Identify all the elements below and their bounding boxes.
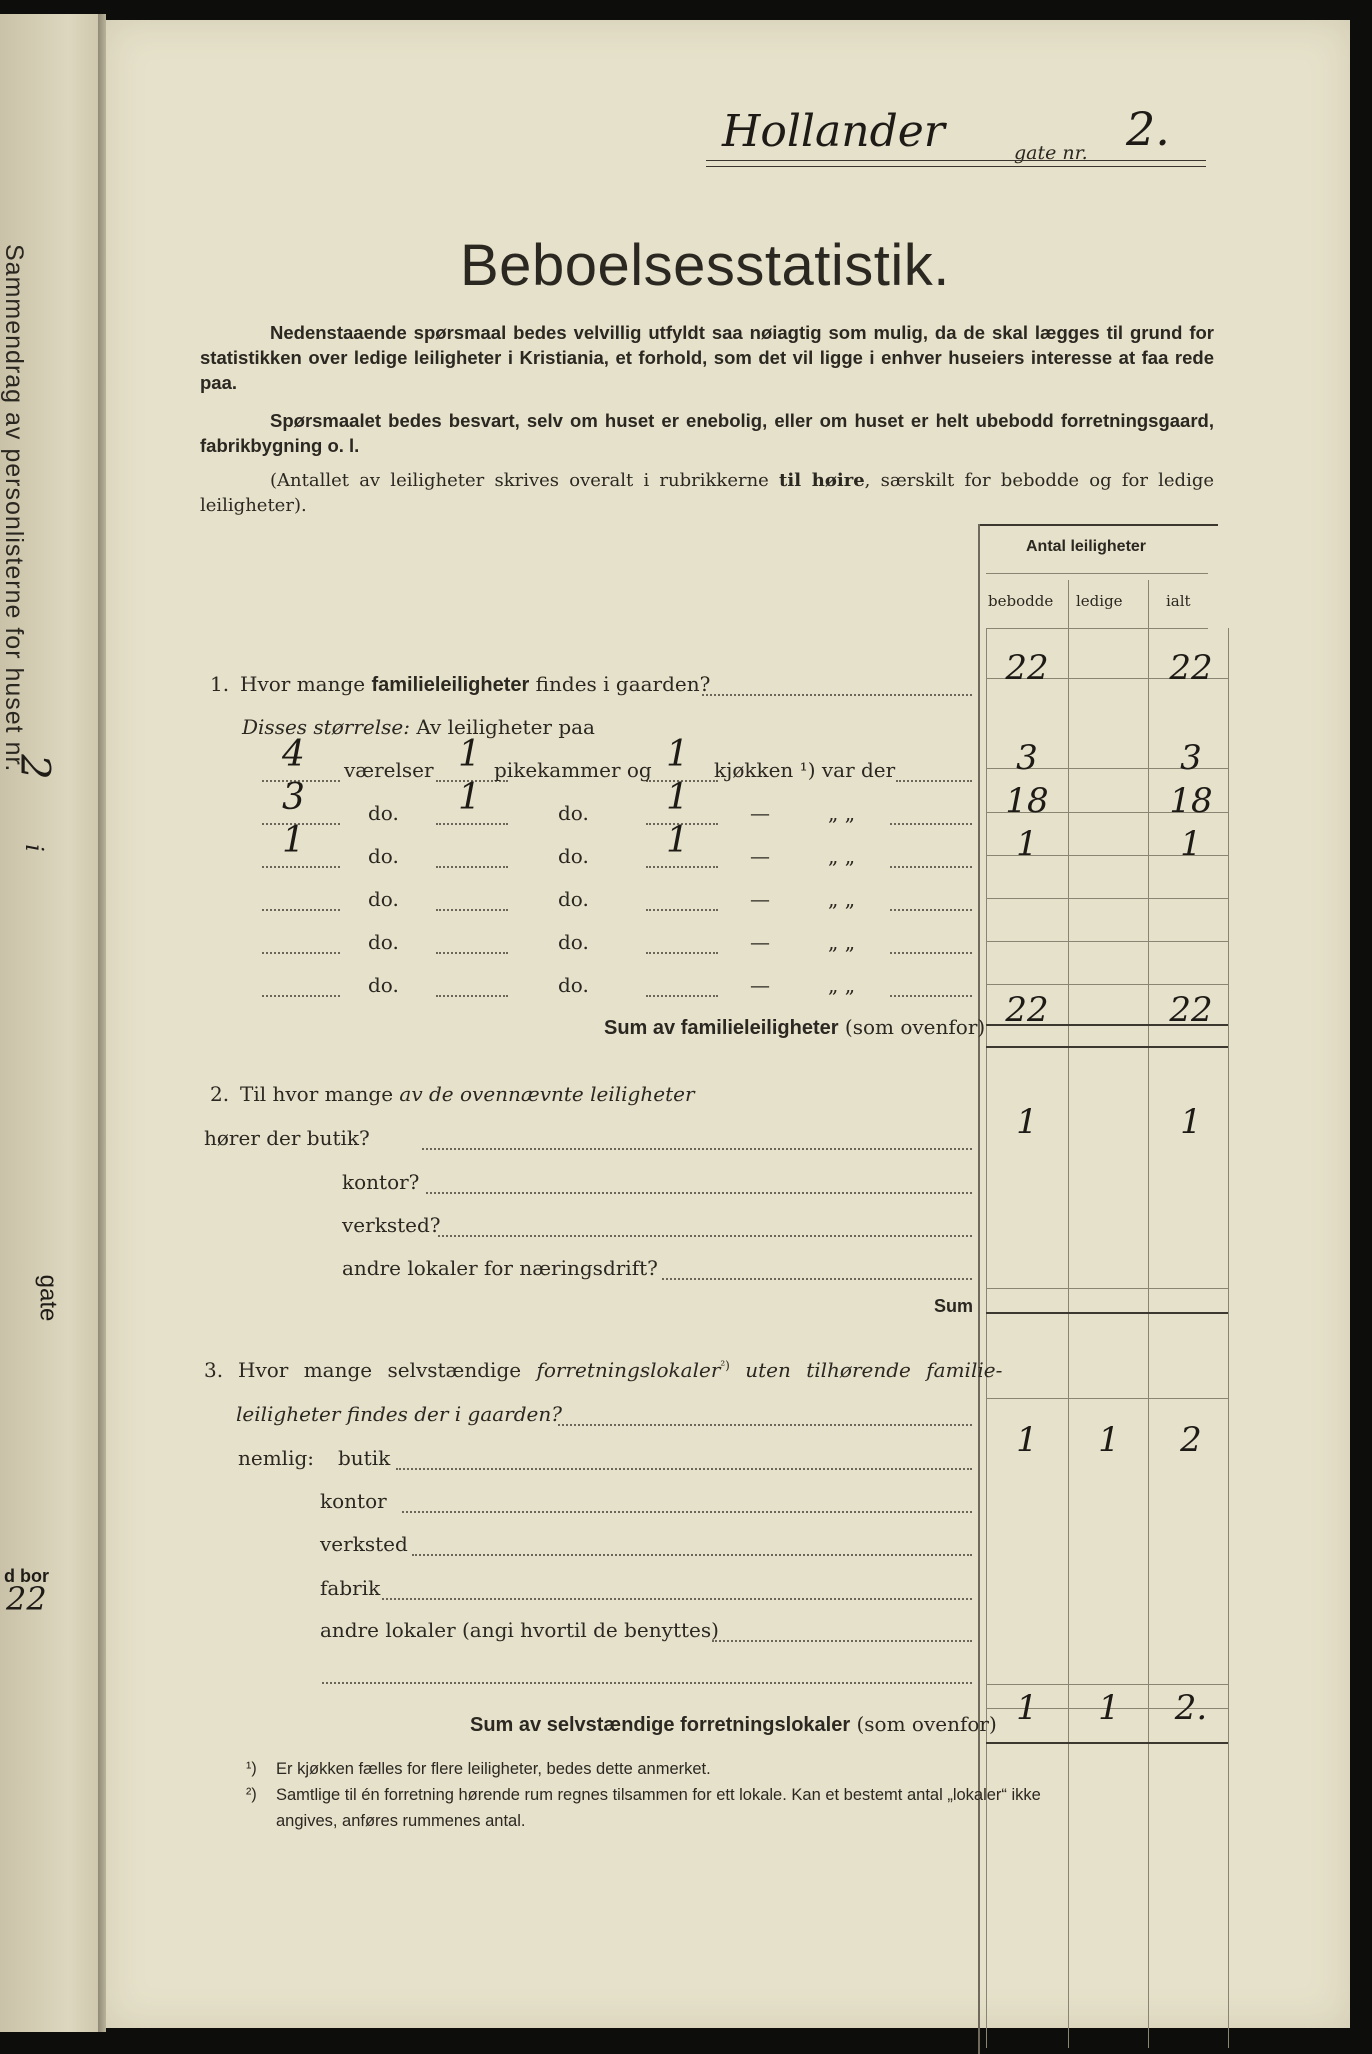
- left-total-label: d bor: [4, 1566, 49, 1586]
- q1-row-kitchen: 1: [666, 777, 689, 818]
- q1-row-dash: —: [750, 887, 770, 911]
- footnote-1-mark: ¹): [246, 1760, 257, 1777]
- q1-row-bebodde: 18: [1005, 781, 1049, 821]
- q1-row-ditto: „ „: [828, 887, 856, 911]
- q1-ialt-value: 22: [1169, 648, 1213, 688]
- q1-row-ialt: 1: [1180, 824, 1202, 864]
- intro-p3-text-b: , særskilt for bebodde og for ledige leiligheter).: [200, 470, 1215, 516]
- q2-sum-label: Sum: [934, 1296, 974, 1316]
- q1-text-b: findes i gaarden?: [529, 672, 711, 696]
- q3-andre-fill-line: [322, 1682, 972, 1684]
- leader-dots: [890, 866, 972, 868]
- gate-nr-label: gate nr.: [1014, 142, 1088, 164]
- q1-size-label-italic: Disses størrelse:: [242, 715, 410, 739]
- q2-andre-label: andre lokaler for næringsdrift?: [342, 1256, 658, 1280]
- left-page-vertical-text: [0, 244, 28, 772]
- q1-row-dash: —: [750, 801, 770, 825]
- leader-dots: [890, 952, 972, 954]
- table-header-bottom: [986, 628, 1208, 629]
- q3-sum-rest: (som ovenfor): [856, 1712, 997, 1736]
- row-line-sum1-bottom: [986, 1046, 1228, 1048]
- row-line: [986, 1684, 1228, 1685]
- q1-row-do-1: do.: [368, 801, 399, 825]
- q1-row-do-1: do.: [368, 887, 399, 911]
- q1-pike-label: pikekammer og: [494, 758, 652, 782]
- q3-nemlig-label: nemlig:: [238, 1446, 315, 1470]
- table-group-header: Antal leiligheter: [1026, 538, 1147, 555]
- pike-blank: [436, 866, 508, 868]
- pike-blank: [436, 909, 508, 911]
- leader-dots: [412, 1554, 972, 1556]
- q1-text-bold: familieleiligheter: [371, 674, 530, 696]
- q1-row-do-2: do.: [558, 973, 589, 997]
- col-header-ialt: ialt: [1166, 592, 1191, 610]
- table-top-rule: [978, 524, 1218, 526]
- q3-sum-bold: Sum av selvstændige forretningslokaler: [470, 1714, 851, 1736]
- q3-butik-ledige: 1: [1098, 1420, 1120, 1460]
- q2-butik-bebodde: 1: [1016, 1102, 1038, 1142]
- q3-sum-ialt: 2.: [1174, 1688, 1208, 1728]
- q2-text-a: Til hvor mange: [240, 1082, 400, 1106]
- q1-row-ditto: „ „: [828, 801, 856, 825]
- col-line-1: [986, 628, 987, 2048]
- q3-andre-label: andre lokaler (angi hvortil de benyttes): [320, 1618, 719, 1642]
- leader-dots: [896, 780, 972, 782]
- q2-verksted-label: verksted?: [342, 1213, 441, 1237]
- q1-row-ditto: „ „: [828, 844, 856, 868]
- intro-paragraph-1: Nedenstaaende spørsmaal bedes velvillig utfyldt saa nøiagtig som mulig, da de skal lægges til grund for statistikken over ledige leiligheter i Kristiania, et forhold, som det vil ligge i enhver huseiers interesse at faa rede paa.: [200, 322, 1214, 393]
- leader-dots: [438, 1235, 972, 1237]
- left-vertical-i: i: [19, 844, 48, 852]
- street-number-handwritten: 2.: [1126, 102, 1170, 156]
- q1-size-label-text: Av leiligheter paa: [416, 715, 595, 739]
- q2-kontor-label: kontor?: [342, 1170, 420, 1194]
- q1-row-bebodde: 1: [1016, 824, 1038, 864]
- q1-sum-bebodde: 22: [1005, 990, 1049, 1030]
- q3-line2: leiligheter findes der i gaarden?: [236, 1402, 562, 1426]
- q3-sum-ledige: 1: [1098, 1688, 1120, 1728]
- q1-row-dash: —: [750, 973, 770, 997]
- q1-row-ialt: 3: [1180, 738, 1202, 778]
- q1-bebodde-value: 22: [1005, 648, 1049, 688]
- q1-row-dash: —: [750, 930, 770, 954]
- rooms-blank: [262, 952, 340, 954]
- leader-dots: [702, 694, 972, 696]
- rooms-blank: [262, 866, 340, 868]
- leader-dots: [890, 823, 972, 825]
- form-page: [106, 20, 1350, 2028]
- q2-butik-ialt: 1: [1180, 1102, 1202, 1142]
- pike-blank: [436, 952, 508, 954]
- col-line-2: [1068, 580, 1069, 2048]
- leader-dots: [890, 995, 972, 997]
- q3-butik-ialt: 2: [1180, 1420, 1202, 1460]
- left-gate-label: gate: [34, 1274, 62, 1322]
- footnote-2-line2: angives, anføres rummenes antal.: [276, 1812, 526, 1830]
- q3-butik-bebodde: 1: [1016, 1420, 1038, 1460]
- q1-row-do-2: do.: [558, 930, 589, 954]
- q1-row-do-1: do.: [368, 930, 399, 954]
- leader-dots: [558, 1424, 972, 1426]
- q3-butik-label: butik: [338, 1446, 391, 1470]
- footnote-2-line1: Samtlige til én forretning hørende rum regnes tilsammen for ett lokale. Kan et bestemt antal „lokaler“ ikke: [276, 1786, 1041, 1804]
- row-line: [986, 1398, 1228, 1399]
- q3-text-italic-1: forretningslokaler: [536, 1358, 721, 1382]
- col-line-3: [1148, 580, 1149, 2048]
- q1-kitchen-label: kjøkken ¹) var der: [714, 758, 896, 782]
- row-line-sum3-bottom: [986, 1742, 1228, 1744]
- leader-dots: [712, 1640, 972, 1642]
- kitchen-blank: [646, 909, 718, 911]
- kitchen-blank: [646, 952, 718, 954]
- leader-dots: [396, 1468, 972, 1470]
- q1-row-pike: 1: [458, 734, 481, 775]
- q1-row-do-2: do.: [558, 844, 589, 868]
- left-total-value: 22: [6, 1580, 47, 1618]
- q1-sum-rest: (som ovenfor): [844, 1015, 986, 1039]
- q1-row-rooms: 3: [282, 777, 305, 818]
- left-hand-number: 2: [11, 754, 58, 780]
- left-vertical-label: Sammendrag av personlisterne for huset nr.: [0, 244, 28, 773]
- row-line-sum2: [986, 1312, 1228, 1314]
- col-line-4: [1228, 628, 1229, 2048]
- q1-number: 1.: [210, 672, 230, 696]
- q2-question: [240, 1082, 695, 1106]
- table-left-border: [978, 524, 980, 2054]
- q1-row-bebodde: 3: [1016, 738, 1038, 778]
- leader-dots: [382, 1598, 972, 1600]
- q1-row-rooms: 1: [282, 820, 305, 861]
- footnote-1-text: Er kjøkken fælles for flere leiligheter, bedes dette anmerket.: [276, 1760, 711, 1778]
- q2-butik-label: hører der butik?: [204, 1126, 370, 1150]
- q3-fabrik-label: fabrik: [320, 1576, 381, 1600]
- street-underline-2: [706, 166, 1206, 167]
- intro-paragraph-3: [200, 468, 1214, 518]
- q3-question: [238, 1358, 1002, 1382]
- q1-row-dash: —: [750, 844, 770, 868]
- footnote-2-mark: ²): [246, 1786, 257, 1803]
- kitchen-blank: [646, 866, 718, 868]
- intro-paragraph-2: Spørsmaalet bedes besvart, selv om huset er enebolig, eller om huset er helt ubebodd forretningsgaard, fabrikbygning o. l.: [200, 410, 1214, 456]
- col-header-ledige: ledige: [1076, 592, 1123, 610]
- row-line: [986, 941, 1228, 942]
- q1-row-kitchen: 1: [666, 734, 689, 775]
- left-page: [0, 14, 98, 2032]
- q1-row-pike: 1: [458, 777, 481, 818]
- q1-row-do-2: do.: [558, 801, 589, 825]
- q1-question: [240, 672, 710, 697]
- leader-dots: [402, 1511, 972, 1513]
- q1-row-do-1: do.: [368, 844, 399, 868]
- row-line: [986, 1288, 1228, 1289]
- q1-row-kitchen: 1: [666, 820, 689, 861]
- q1-text-a: Hvor mange: [240, 672, 372, 696]
- q1-sum-bold: Sum av familieleiligheter: [604, 1017, 839, 1039]
- q1-row-do-1: do.: [368, 973, 399, 997]
- q3-verksted-label: verksted: [320, 1532, 408, 1556]
- q3-sum-label: [470, 1712, 997, 1737]
- q3-sum-bebodde: 1: [1016, 1688, 1038, 1728]
- rooms-blank: [262, 995, 340, 997]
- col-header-bebodde: bebodde: [988, 592, 1054, 610]
- q1-row-do-2: do.: [558, 887, 589, 911]
- intro-p3-text-a: (Antallet av leiligheter skrives overalt i rubrikkerne: [270, 470, 780, 491]
- leader-dots: [662, 1278, 972, 1280]
- q1-row-ditto: „ „: [828, 973, 856, 997]
- q1-row-ditto: „ „: [828, 930, 856, 954]
- leader-dots: [422, 1148, 972, 1150]
- q1-row-rooms: 4: [282, 734, 305, 775]
- pike-blank: [436, 995, 508, 997]
- q1-row-ialt: 18: [1169, 781, 1213, 821]
- q3-kontor-label: kontor: [320, 1489, 387, 1513]
- q2-number: 2.: [210, 1082, 230, 1106]
- q1-sum-label: [604, 1015, 985, 1040]
- pike-blank: [436, 823, 508, 825]
- kitchen-blank: [646, 995, 718, 997]
- q3-number: 3.: [204, 1358, 224, 1382]
- street-underline: [706, 160, 1206, 161]
- leader-dots: [426, 1192, 972, 1194]
- street-name-handwritten: Hollander: [722, 106, 945, 157]
- q1-rooms-label: værelser: [344, 758, 434, 782]
- page-title: Beboelsesstatistik.: [460, 233, 950, 298]
- intro-p3-bold: til høire: [779, 470, 865, 491]
- row-line: [986, 898, 1228, 899]
- book-spine: [98, 14, 106, 2032]
- table-header-divider: [986, 573, 1208, 574]
- q1-sum-ialt: 22: [1169, 990, 1213, 1030]
- q3-text-a: Hvor mange selvstændige: [238, 1358, 537, 1382]
- leader-dots: [890, 909, 972, 911]
- rooms-blank: [262, 909, 340, 911]
- q3-text-italic-2: uten tilhørende familie-: [729, 1358, 1003, 1382]
- q3-footnote-mark: ²): [720, 1358, 730, 1373]
- q2-text-italic: av de ovennævnte leiligheter: [399, 1082, 695, 1106]
- row-line: [986, 984, 1228, 985]
